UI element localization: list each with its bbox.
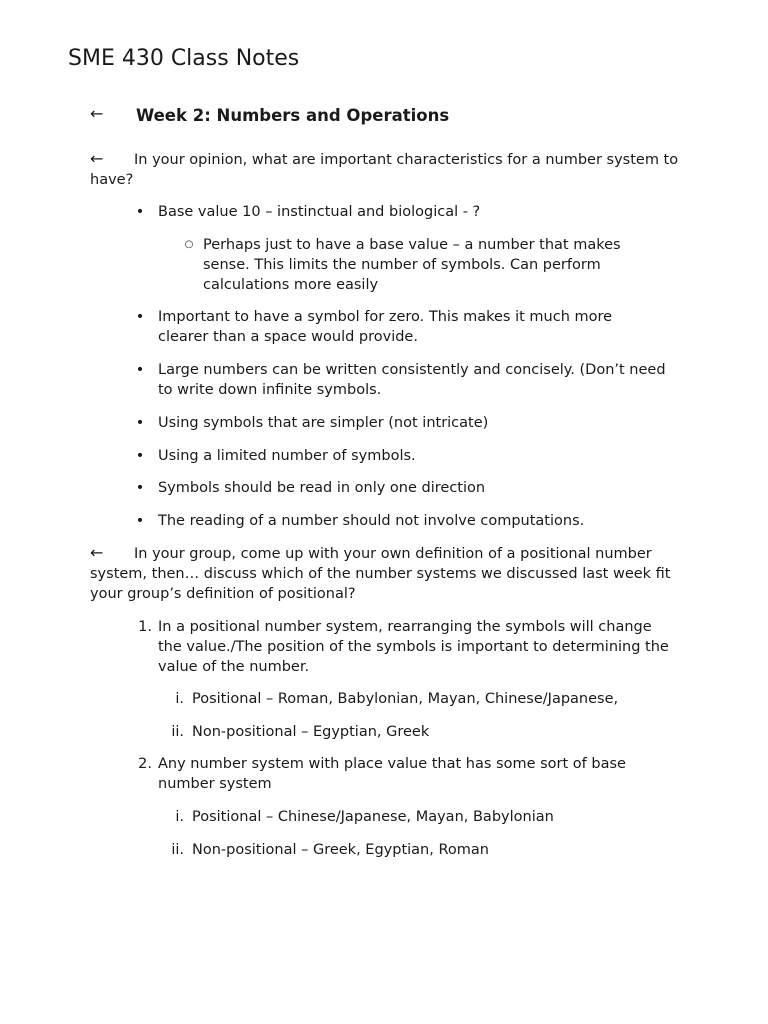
list-number: 2. bbox=[138, 756, 152, 772]
roman-item-text: Non-positional – Greek, Egyptian, Roman bbox=[192, 842, 489, 858]
list-item-text: Using a limited number of symbols. bbox=[158, 448, 416, 464]
question-2-text: In your group, come up with your own definition of a positional number system, then… discuss which of the number systems we discussed last week fit your group’s definition of positional? bbox=[90, 546, 671, 602]
numbered-item bbox=[138, 617, 678, 677]
roman-item bbox=[175, 807, 712, 827]
list-item-text: Base value 10 – instinctual and biological - ? bbox=[158, 204, 481, 220]
bullet-icon: • bbox=[135, 362, 145, 378]
sub-list-item bbox=[184, 235, 663, 295]
list-roman: i. bbox=[175, 691, 184, 707]
list-item bbox=[135, 446, 678, 466]
left-arrow-icon: ← bbox=[90, 543, 104, 562]
roman-item-text: Positional – Roman, Babylonian, Mayan, Chinese/Japanese, bbox=[192, 691, 619, 707]
list-item bbox=[135, 360, 668, 400]
list-item bbox=[135, 413, 678, 433]
roman-item bbox=[171, 722, 712, 742]
roman-item bbox=[175, 689, 712, 709]
document-title: SME 430 Class Notes bbox=[68, 46, 300, 71]
bullet-icon: • bbox=[135, 415, 145, 431]
bullet-icon: • bbox=[135, 204, 145, 220]
bullet-icon: • bbox=[135, 448, 145, 464]
week-heading: Week 2: Numbers and Operations bbox=[136, 106, 450, 125]
list-item bbox=[135, 202, 678, 222]
bullet-icon: • bbox=[135, 309, 145, 325]
bullet-icon: • bbox=[135, 513, 145, 529]
left-arrow-icon: ← bbox=[90, 104, 104, 123]
question-1-text: In your opinion, what are important characteristics for a number system to have? bbox=[90, 152, 679, 188]
roman-item-text: Positional – Chinese/Japanese, Mayan, Babylonian bbox=[192, 809, 554, 825]
roman-item-text: Non-positional – Egyptian, Greek bbox=[192, 724, 430, 740]
list-item-text: Using symbols that are simpler (not intricate) bbox=[158, 415, 489, 431]
list-item bbox=[135, 511, 678, 531]
question-2 bbox=[90, 543, 690, 604]
numbered-item bbox=[138, 754, 648, 794]
roman-item bbox=[171, 840, 712, 860]
list-roman: ii. bbox=[171, 724, 184, 740]
list-item-text: The reading of a number should not involve computations. bbox=[158, 513, 585, 529]
list-item-text: Large numbers can be written consistently and concisely. (Don’t need to write down infinite symbols. bbox=[158, 362, 666, 398]
list-item bbox=[135, 478, 678, 498]
list-item-text: Important to have a symbol for zero. This makes it much more clearer than a space would provide. bbox=[158, 309, 613, 345]
circle-bullet-icon: ○ bbox=[184, 239, 194, 250]
numbered-item-text: Any number system with place value that has some sort of base number system bbox=[158, 756, 626, 792]
sub-list-item-text: Perhaps just to have a base value – a number that makes sense. This limits the number of symbols. Can perform calculations more easily bbox=[203, 237, 621, 293]
list-roman: i. bbox=[175, 809, 184, 825]
list-item bbox=[135, 307, 658, 347]
list-roman: ii. bbox=[171, 842, 184, 858]
bullet-icon: • bbox=[135, 480, 145, 496]
left-arrow-icon: ← bbox=[90, 149, 104, 168]
question-1 bbox=[90, 149, 690, 190]
numbered-item-text: In a positional number system, rearranging the symbols will change the value./The position of the symbols is important to determining the value of the number. bbox=[158, 619, 669, 675]
list-item-text: Symbols should be read in only one direction bbox=[158, 480, 486, 496]
list-number: 1. bbox=[138, 619, 152, 635]
